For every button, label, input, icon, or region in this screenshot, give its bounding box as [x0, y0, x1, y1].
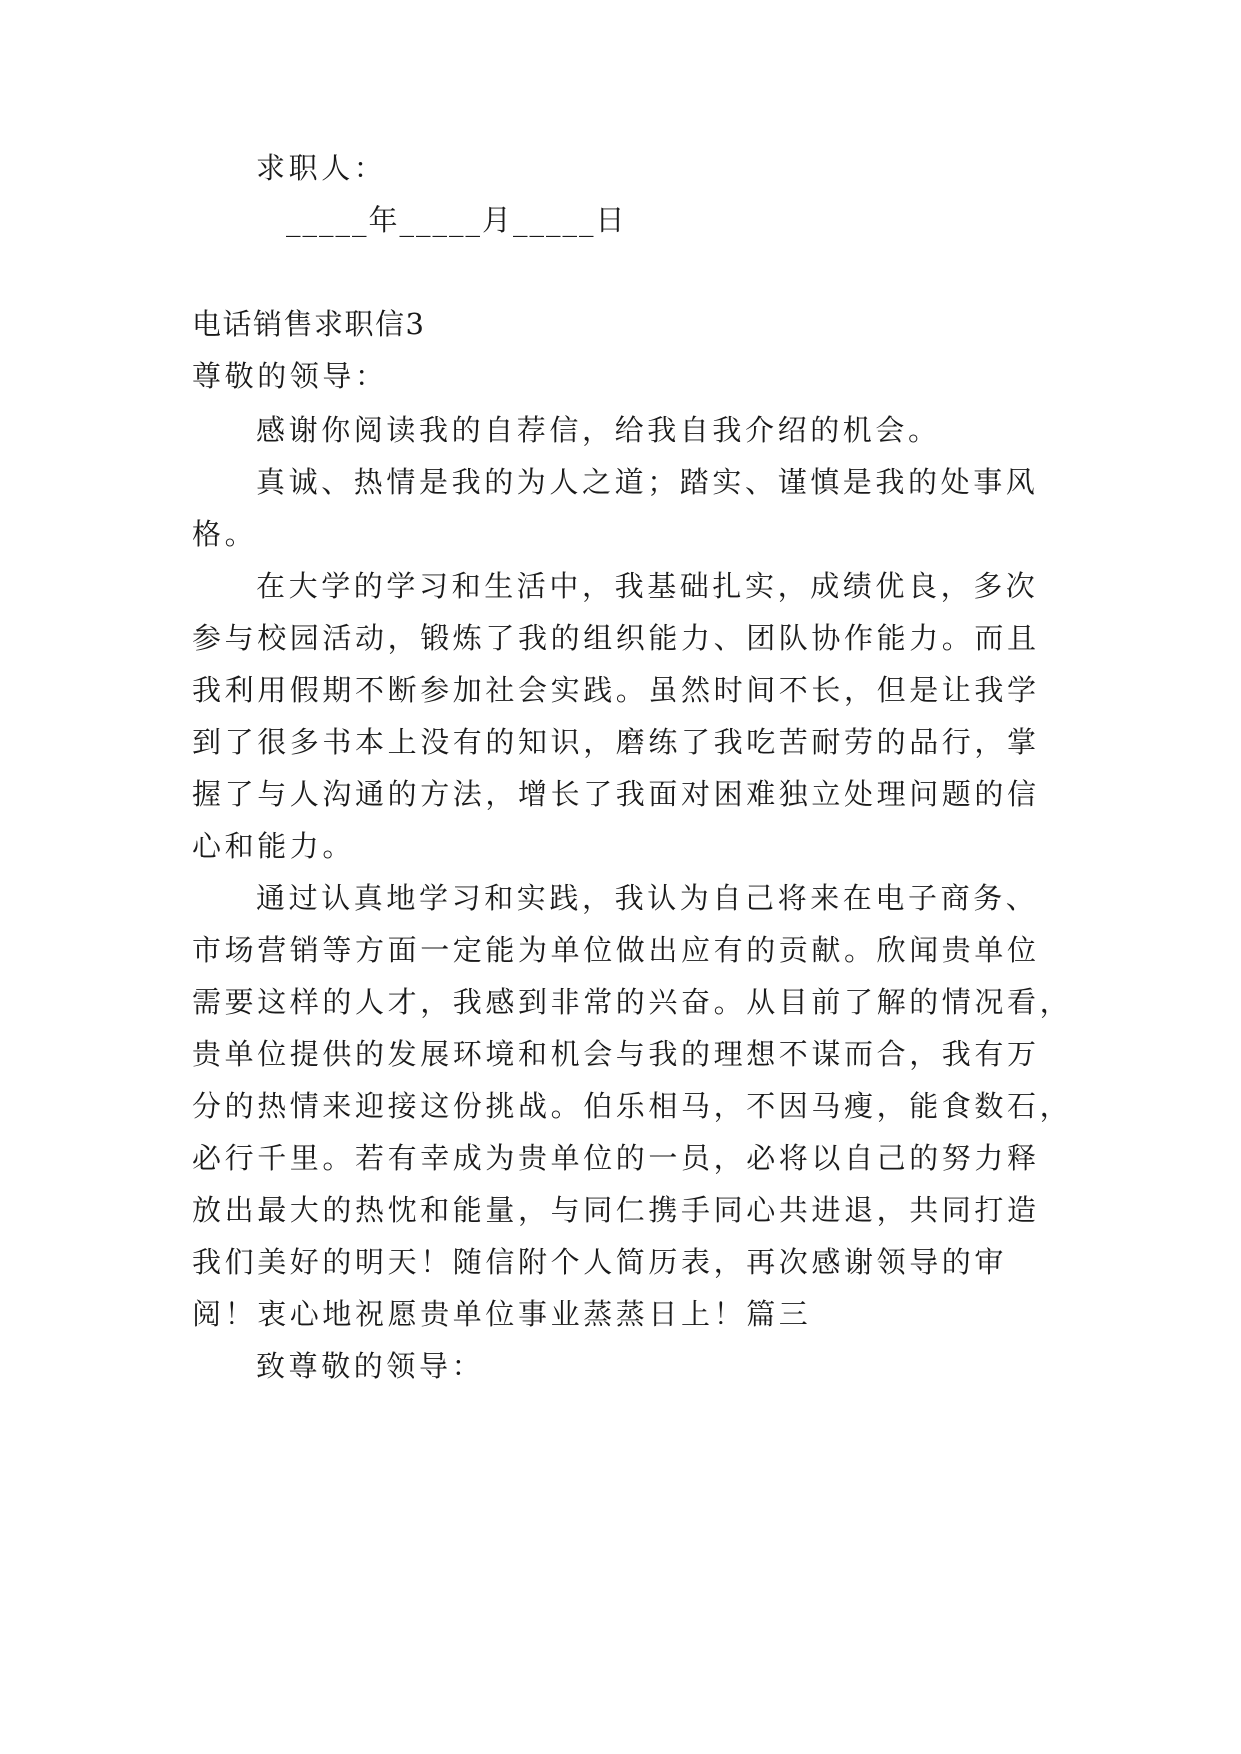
paragraph-line: 感谢你阅读我的自荐信，给我自我介绍的机会。 [256, 413, 941, 447]
paragraph-line: 我们美好的明天！随信附个人简历表，再次感谢领导的审 [192, 1245, 1008, 1279]
paragraph-line: 真诚、热情是我的为人之道；踏实、谨慎是我的处事风 [256, 465, 1039, 499]
paragraph-line: 通过认真地学习和实践，我认为自己将来在电子商务、 [256, 881, 1039, 915]
letter-title: 电话销售求职信3 [192, 307, 426, 341]
salutation: 尊敬的领导： [192, 359, 388, 393]
paragraph-line: 握了与人沟通的方法，增长了我面对困难独立处理问题的信 [192, 777, 1040, 811]
paragraph-line: 必行千里。若有幸成为贵单位的一员，必将以自己的努力释 [192, 1141, 1040, 1175]
paragraph-line: 心和能力。 [192, 829, 356, 863]
paragraph-line: 需要这样的人才，我感到非常的兴奋。从目前了解的情况看， [192, 985, 1073, 1019]
paragraph-line: 阅！衷心地祝愿贵单位事业蒸蒸日上！篇三 [192, 1297, 812, 1331]
paragraph-line: 放出最大的热忱和能量，与同仁携手同心共进退，共同打造 [192, 1193, 1040, 1227]
closing-salutation: 致尊敬的领导： [256, 1349, 485, 1383]
paragraph-line: 分的热情来迎接这份挑战。伯乐相马，不因马瘦，能食数石， [192, 1089, 1073, 1123]
paragraph-line: 贵单位提供的发展环境和机会与我的理想不谋而合，我有万 [192, 1037, 1040, 1071]
date-line: _____年_____月_____日 [286, 203, 627, 237]
paragraph-line: 到了很多书本上没有的知识，磨练了我吃苦耐劳的品行，掌 [192, 725, 1040, 759]
paragraph-line: 市场营销等方面一定能为单位做出应有的贡献。欣闻贵单位 [192, 933, 1040, 967]
applicant-label: 求职人： [256, 151, 387, 185]
paragraph-line: 参与校园活动，锻炼了我的组织能力、团队协作能力。而且 [192, 621, 1040, 655]
paragraph-line: 格。 [192, 517, 258, 551]
paragraph-line: 在大学的学习和生活中，我基础扎实，成绩优良，多次 [256, 569, 1039, 603]
paragraph-line: 我利用假期不断参加社会实践。虽然时间不长，但是让我学 [192, 673, 1040, 707]
